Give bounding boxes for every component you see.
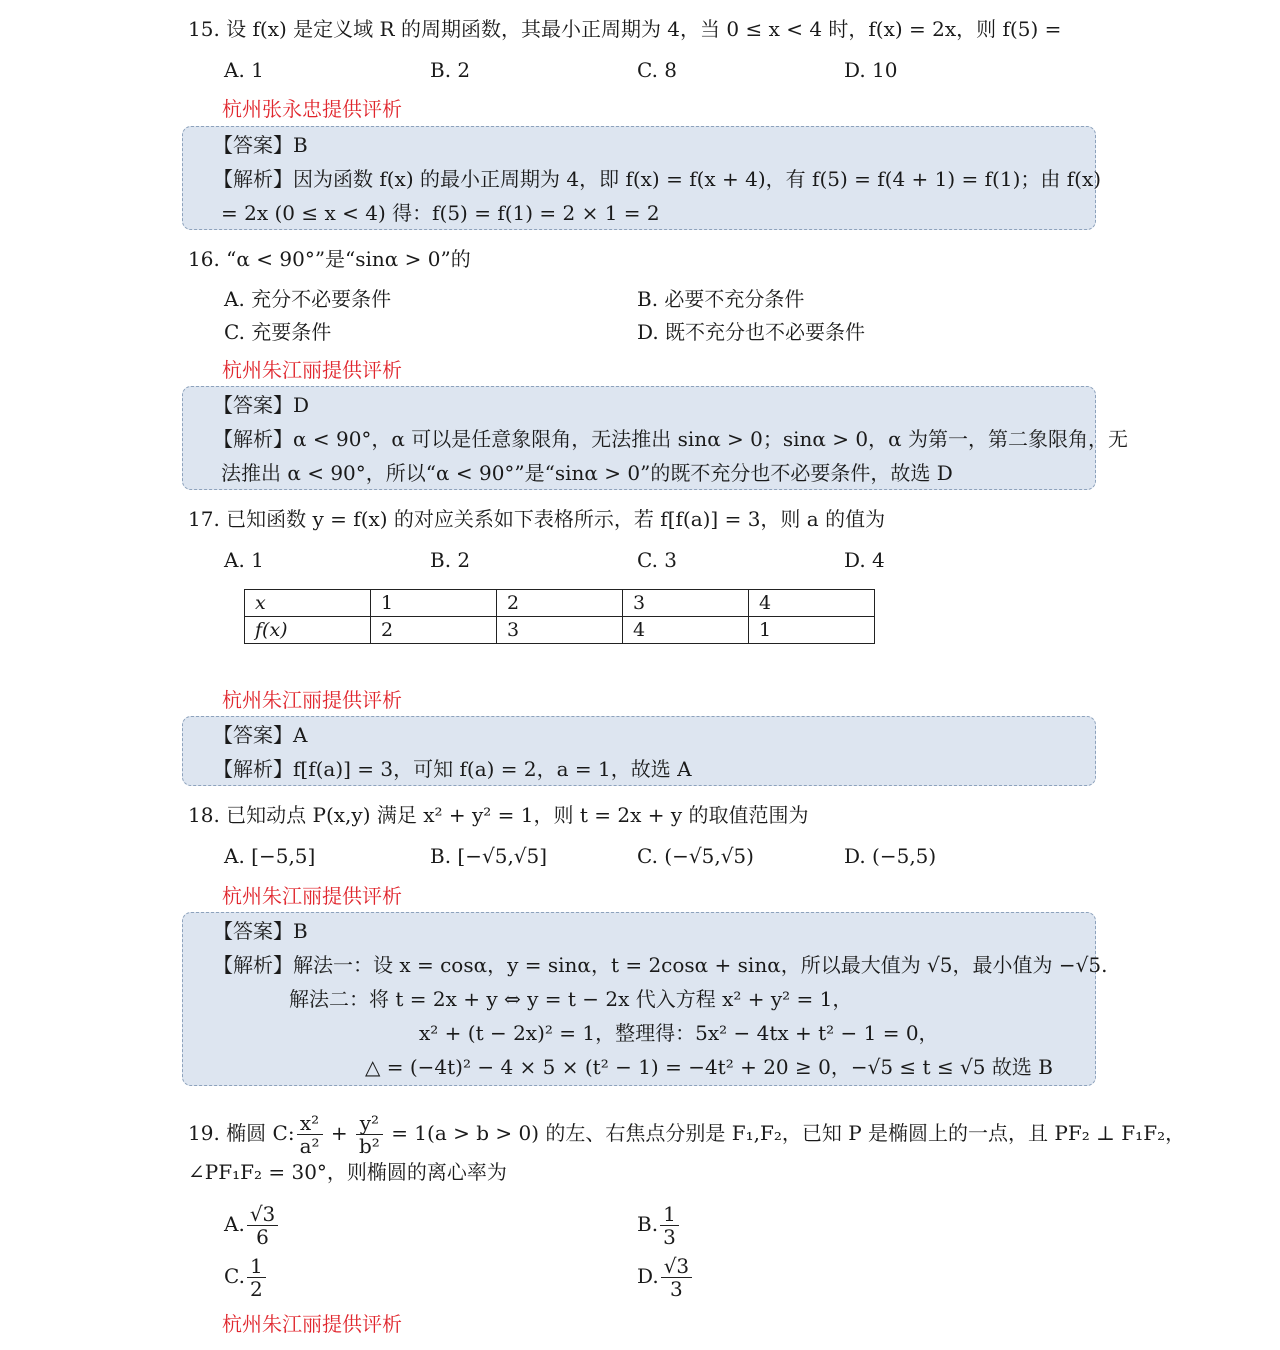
q17-stem: 17. 已知函数 y = f(x) 的对应关系如下表格所示，若 f[f(a)] = 3，则 a 的值为 (188, 507, 886, 531)
q19-option-a (224, 1202, 280, 1248)
fraction-numerator: 1 (247, 1255, 266, 1278)
fraction-numerator: x² (297, 1112, 323, 1135)
q18-credit: 杭州朱江丽提供评析 (222, 884, 402, 908)
option-label: D. (637, 1264, 659, 1288)
table-row (245, 590, 875, 617)
q17-option-b: B. 2 (430, 548, 471, 572)
table-cell: 2 (497, 590, 623, 617)
q19-stem-rest: = 1(a > b > 0) 的左、右焦点分别是 F₁,F₂，已知 P 是椭圆上的一点，且 PF₂ ⊥ F₁F₂， (391, 1121, 1186, 1145)
q19-option-d (637, 1254, 694, 1300)
q19-fraction-x (297, 1112, 323, 1157)
q19-option-c (224, 1254, 268, 1300)
q18-analysis-line4: △ = (−4t)² − 4 × 5 × (t² − 1) = −4t² + 20 ≥ 0，−√5 ≤ t ≤ √5 故选 B (365, 1055, 1053, 1079)
q15-answer: 【答案】B (213, 133, 308, 157)
option-fraction (660, 1203, 679, 1248)
q17-option-c: C. 3 (637, 548, 678, 572)
q15-option-c: C. 8 (637, 58, 678, 82)
q17-option-d: D. 4 (844, 548, 885, 572)
option-label: C. (224, 1264, 245, 1288)
q17-credit: 杭州朱江丽提供评析 (222, 688, 402, 712)
table-cell: 3 (623, 590, 749, 617)
fraction-denominator: b² (359, 1134, 380, 1158)
q15-credit: 杭州张永忠提供评析 (222, 97, 402, 121)
q16-answer-box (182, 386, 1128, 490)
q17-option-a: A. 1 (224, 548, 264, 572)
option-fraction (247, 1203, 278, 1248)
q17-function-table (244, 589, 875, 644)
q16-option-a: A. 充分不必要条件 (224, 287, 392, 311)
table-row (245, 617, 875, 644)
table-cell: 1 (749, 617, 875, 644)
option-fraction (661, 1255, 692, 1300)
q18-option-b: B. [−√5,√5] (430, 844, 548, 868)
q18-option-a: A. [−5,5] (224, 844, 316, 868)
q16-answer: 【答案】D (213, 393, 310, 417)
fraction-denominator: 2 (249, 1277, 263, 1301)
q17-analysis-line1: 【解析】f[f(a)] = 3，可知 f(a) = 2，a = 1，故选 A (213, 757, 692, 781)
q19-stem-line1: 19. 椭圆 C: $\frac{\text{x²}}{\text{a²}}$ + $\frac{\text{y²}}{\text{b²}}$ = 1(a > b > 0) 的左、右焦点分别是 F₁,F₂，已知 P 是椭圆上的一点，且 PF₂ ⊥ F₁F₂， (188, 1111, 1186, 1158)
q15-option-d: D. 10 (844, 58, 898, 82)
q16-analysis-line2: 法推出 α < 90°，所以“α < 90°”是“sinα > 0”的既不充分也不必要条件，故选 D (221, 461, 953, 485)
q17-answer: 【答案】A (213, 723, 308, 747)
q19-stem-number: 19. 椭圆 C: (188, 1121, 295, 1145)
table-cell: 3 (497, 617, 623, 644)
q16-credit: 杭州朱江丽提供评析 (222, 358, 402, 382)
q15-analysis-line1: 【解析】因为函数 f(x) 的最小正周期为 4，即 f(x) = f(x + 4)，有 f(5) = f(4 + 1) = f(1)；由 f(x) (213, 167, 1102, 191)
q18-answer-box (182, 912, 1108, 1086)
option-label: B. (637, 1212, 659, 1236)
fraction-denominator: 3 (663, 1225, 676, 1249)
table-cell: 2 (371, 617, 497, 644)
q18-answer: 【答案】B (213, 919, 308, 943)
q19-credit: 杭州朱江丽提供评析 (222, 1312, 402, 1336)
q16-stem: 16. “α < 90°”是“sinα > 0”的 (188, 247, 471, 271)
q19-stem-line2: ∠PF₁F₂ = 30°，则椭圆的离心率为 (188, 1160, 507, 1184)
table-cell: f(x) (245, 617, 371, 644)
q17-answer-box (182, 716, 1096, 786)
table-cell: 1 (371, 590, 497, 617)
table-cell: 4 (623, 617, 749, 644)
q18-analysis-line2: 解法二：将 t = 2x + y ⇔ y = t − 2x 代入方程 x² + y² = 1， (289, 987, 853, 1011)
q15-stem: 15. 设 f(x) 是定义域 R 的周期函数，其最小正周期为 4，当 0 ≤ x < 4 时，f(x) = 2x，则 f(5) = (188, 17, 1062, 41)
q16-analysis-line1: 【解析】α < 90°，α 可以是任意象限角，无法推出 sinα > 0；sinα > 0，α 为第一，第二象限角，无 (213, 427, 1128, 451)
fraction-numerator: y² (356, 1112, 383, 1135)
table-cell: 4 (749, 590, 875, 617)
q18-option-c: C. (−√5,√5) (637, 844, 754, 868)
q18-stem: 18. 已知动点 P(x,y) 满足 x² + y² = 1，则 t = 2x + y 的取值范围为 (188, 803, 809, 827)
q16-option-b: B. 必要不充分条件 (637, 287, 805, 311)
option-label: A. (224, 1212, 245, 1236)
q15-option-b: B. 2 (430, 58, 471, 82)
q18-analysis-line1: 【解析】解法一：设 x = cosα，y = sinα，t = 2cosα + sinα，所以最大值为 √5，最小值为 −√5. (213, 953, 1108, 977)
q19-fraction-y (356, 1112, 383, 1157)
fraction-numerator: √3 (247, 1203, 278, 1226)
q15-answer-box (182, 126, 1102, 230)
q18-analysis-line3: x² + (t − 2x)² = 1，整理得：5x² − 4tx + t² − 1 = 0， (419, 1021, 939, 1045)
fraction-numerator: √3 (661, 1255, 692, 1278)
option-fraction (247, 1255, 266, 1300)
q16-option-c: C. 充要条件 (224, 320, 332, 344)
q15-analysis-line2: = 2x (0 ≤ x < 4) 得：f(5) = f(1) = 2 × 1 = 2 (221, 201, 660, 225)
q18-option-d: D. (−5,5) (844, 844, 937, 868)
fraction-numerator: 1 (660, 1203, 679, 1226)
fraction-denominator: a² (299, 1134, 320, 1158)
table-cell: x (245, 590, 371, 617)
q16-option-d: D. 既不充分也不必要条件 (637, 320, 866, 344)
fraction-denominator: 3 (670, 1277, 683, 1301)
fraction-denominator: 6 (256, 1225, 269, 1249)
q19-option-b (637, 1202, 681, 1248)
q15-option-a: A. 1 (224, 58, 264, 82)
